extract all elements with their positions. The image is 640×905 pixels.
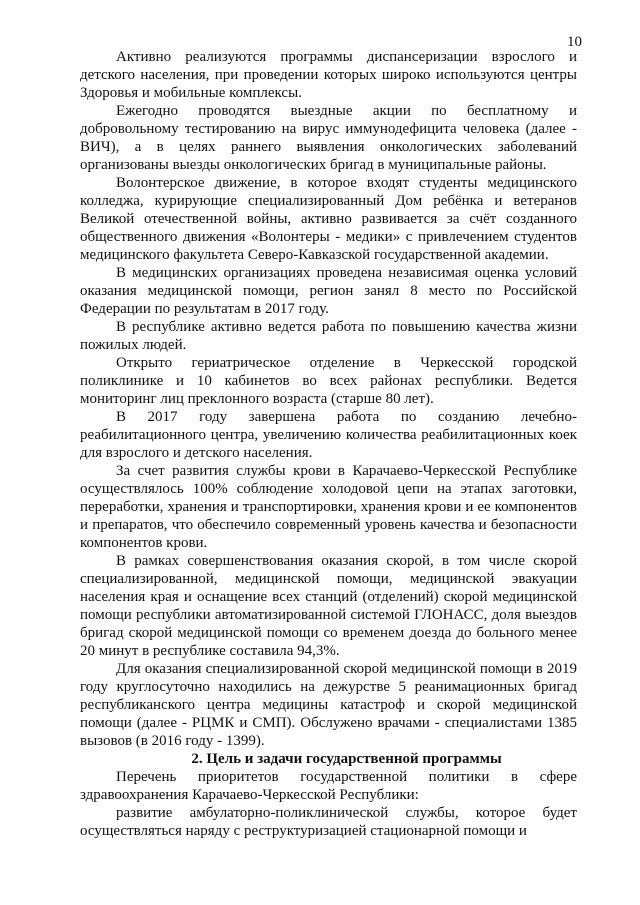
paragraph: В 2017 году завершена работа по созданию лечебно-реабилитационного центра, увеличению количества реабилитационных коек для взрослого и детского населения. (80, 409, 577, 461)
document-body (80, 48, 577, 840)
paragraph: Открыто гериатрическое отделение в Черкесской городской поликлинике и 10 кабинетов во всех районах республики. Ведется мониторинг лиц преклонного возраста (старше 80 лет). (80, 355, 577, 407)
paragraph: Волонтерское движение, в которое входят студенты медицинского колледжа, курирующие специализированный Дом ребёнка и ветеранов Великой отечественной войны, активно развивается за счёт созданного общественного движения «Волонтеры - медики» с привлечением студентов медицинского факультета Северо-Кавказской государственной академии. (80, 175, 577, 263)
paragraph: За счет развития службы крови в Карачаево-Черкесской Республике осуществлялось 100% соблюдение холодовой цепи на этапах заготовки, переработки, хранения и транспортировки, хранения крови и ее компонентов и препаратов, что обеспечило современный уровень качества и безопасности компонентов крови. (80, 463, 577, 551)
paragraph: В медицинских организациях проведена независимая оценка условий оказания медицинской помощи, регион занял 8 место по Российской Федерации по результатам в 2017 году. (80, 265, 577, 317)
paragraph: Перечень приоритетов государственной политики в сфере здравоохранения Карачаево-Черкесской Республики: (80, 769, 577, 803)
paragraph: В рамках совершенствования оказания скорой, в том числе скорой специализированной, медицинской помощи, медицинской эвакуации населения края и оснащение всех станций (отделений) скорой медицинской помощи республики автоматизированной системой ГЛОНАСС, доля выездов бригад скорой медицинской помощи со временем доезда до больного менее 20 минут в республике составила 94,3%. (80, 553, 577, 659)
paragraph: Активно реализуются программы диспансеризации взрослого и детского населения, при проведении которых широко используются центры Здоровья и мобильные комплексы. (80, 49, 577, 101)
paragraph: В республике активно ведется работа по повышению качества жизни пожилых людей. (80, 319, 577, 353)
paragraph: развитие амбулаторно-поликлинической службы, которое будет осуществляться наряду с реструктуризацией стационарной помощи и (80, 805, 577, 839)
paragraph: Для оказания специализированной скорой медицинской помощи в 2019 году круглосуточно находились на дежурстве 5 реанимационных бригад республиканского центра медицины катастроф и скорой медицинской помощи (далее - РЦМК и СМП). Обслужено врачами - специалистами 1385 вызовов (в 2016 году - 1399). (80, 661, 577, 749)
paragraph: Ежегодно проводятся выездные акции по бесплатному и добровольному тестированию на вирус иммунодефицита человека (далее - ВИЧ), а в целях раннего выявления онкологических заболеваний организованы выезды онкологических бригад в муниципальные районы. (80, 103, 577, 173)
section-heading: 2. Цель и задачи государственной программы (191, 751, 502, 767)
page-number: 10 (567, 34, 582, 50)
